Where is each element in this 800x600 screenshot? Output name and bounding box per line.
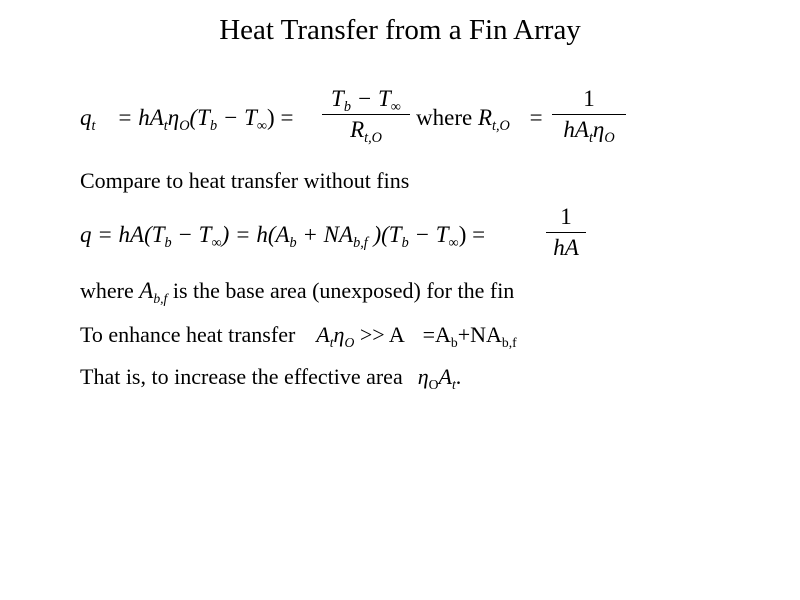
equation-no-fin-heat-rate: $q = hA(T_b - T_\infty) = h(A_b + NA_{b,f}$ )$(T_b - T_\infty)$ = bbox=[80, 222, 486, 251]
enhance-heat-transfer-line: To enhance heat transfer $A_t\eta_O >> A =A_b+NA_{b,f}$ bbox=[80, 322, 517, 350]
fraction-one-over-hA: 1 hA bbox=[546, 204, 586, 261]
effective-area-line: That is, to increase the effective area $\eta_OA_t$. bbox=[80, 364, 462, 392]
fraction-temp-over-resistance: $T_b - T_\infty$ $R_{t,O}$ bbox=[322, 86, 410, 143]
slide-title: Heat Transfer from a Fin Array bbox=[219, 14, 581, 46]
compare-text: Compare to heat transfer without fins bbox=[80, 168, 410, 193]
fraction-one-over-hAeta: 1 $hA_t\eta_O$ bbox=[552, 86, 626, 143]
equation-resistance-definition: where $R_{t,O}$ = bbox=[416, 105, 543, 134]
base-area-description: where $A_{b,f}$ is the base area (unexposed) for the fin bbox=[80, 278, 515, 306]
equation-fin-array-heat-rate: $q_t = hA_t\eta_O(T_b - T_\infty)$ = bbox=[80, 105, 294, 134]
